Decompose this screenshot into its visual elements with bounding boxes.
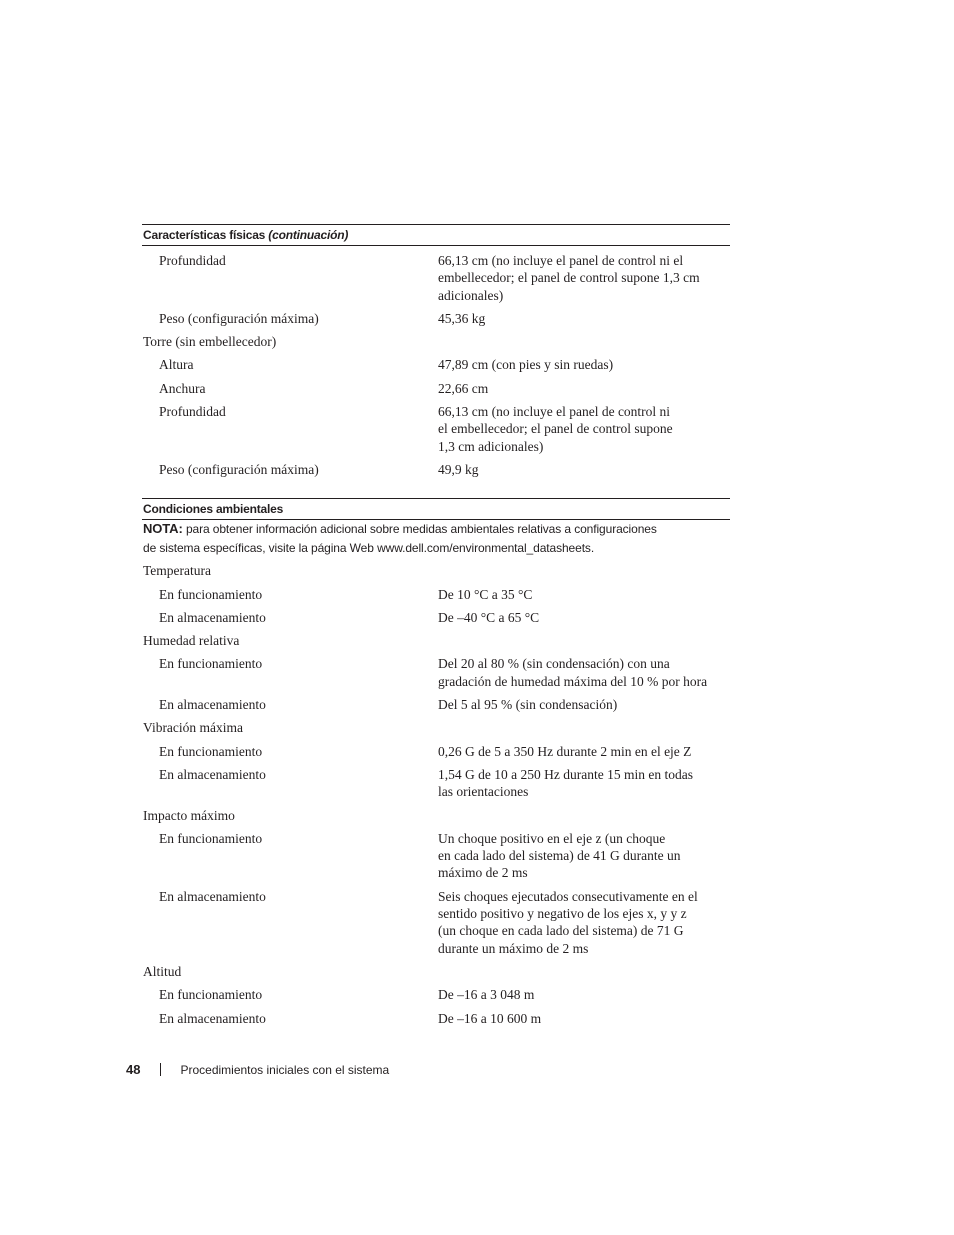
spec-label: Peso (configuración máxima) — [159, 461, 319, 477]
note-text: para obtener información adicional sobre medidas ambientales relativas a configuraciones — [185, 522, 657, 537]
spec-value: 47,89 cm (con pies y sin ruedas) — [438, 357, 614, 373]
note-link[interactable]: www.dell.com/environmental_datasheets — [377, 540, 591, 555]
spec-value: Del 20 al 80 % (sin condensación) con una gradación de humedad máxima del 10 % por hora — [438, 656, 708, 689]
spec-row — [142, 652, 730, 693]
page-number: 48 — [126, 1062, 141, 1077]
spec-label: En almacenamiento — [159, 888, 266, 904]
spec-label: En almacenamiento — [159, 766, 266, 782]
spec-row — [142, 827, 730, 885]
page-footer — [126, 1062, 389, 1077]
spec-row — [142, 400, 730, 458]
group-title-row — [142, 716, 730, 739]
spec-row — [142, 983, 730, 1006]
group-title: Altitud — [143, 963, 182, 979]
spec-row — [142, 693, 730, 716]
chapter-title: Procedimientos iniciales con el sistema — [180, 1062, 390, 1077]
spec-value: De –40 °C a 65 °C — [438, 609, 540, 625]
spec-value: 49,9 kg — [438, 461, 479, 477]
section-header-physical — [142, 224, 730, 246]
group-title: Temperatura — [143, 563, 212, 579]
spec-label: En almacenamiento — [159, 1010, 266, 1026]
spec-value: De –16 a 10 600 m — [438, 1010, 542, 1026]
spec-value: 22,66 cm — [438, 380, 489, 396]
spec-label: Profundidad — [159, 253, 226, 268]
note: NOTA: para obtener información adicional sobre medidas ambientales relativas a configuraciones de sistema específicas, visite la página Web www.dell.com/environmental_datasheets. — [143, 521, 657, 555]
spec-row — [142, 740, 730, 763]
spec-row — [142, 307, 730, 330]
spec-label: En almacenamiento — [159, 609, 266, 625]
spec-label: En funcionamiento — [159, 987, 263, 1003]
spec-value: 45,36 kg — [438, 310, 486, 326]
note-text: de sistema específicas, visite la página Web — [143, 540, 378, 555]
spec-value: Del 5 al 95 % (sin condensación) — [438, 697, 618, 713]
spec-value: 0,26 G de 5 a 350 Hz durante 2 min en el eje Z — [438, 743, 692, 759]
spec-label: En almacenamiento — [159, 697, 266, 713]
group-title-row — [142, 629, 730, 652]
spec-value: 66,13 cm (no incluye el panel de control ni el embellecedor; el panel de control supone 1,3 cm adicionales) — [438, 253, 700, 303]
spec-row — [142, 583, 730, 606]
spec-label: Anchura — [159, 380, 206, 396]
group-title-row — [142, 559, 730, 582]
spec-row — [142, 377, 730, 400]
spec-row — [142, 246, 730, 307]
spec-row — [142, 763, 730, 804]
note-label: NOTA: — [143, 521, 183, 537]
spec-value: De 10 °C a 35 °C — [438, 586, 533, 602]
spec-label: Peso (configuración máxima) — [159, 310, 319, 326]
spec-label: En funcionamiento — [159, 743, 263, 759]
spec-row — [142, 458, 730, 481]
spec-value: De –16 a 3 048 m — [438, 987, 535, 1003]
spec-value: 1,54 G de 10 a 250 Hz durante 15 min en todas las orientaciones — [438, 766, 693, 800]
spec-row — [142, 353, 730, 376]
spec-label: En funcionamiento — [159, 830, 263, 846]
spec-row — [142, 606, 730, 629]
group-title: Impacto máximo — [143, 807, 235, 823]
spec-value: Un choque positivo en el eje z (un choque en cada lado del sistema) de 41 G durante un máximo de 2 ms — [438, 830, 681, 881]
spec-label: En funcionamiento — [159, 656, 263, 672]
spec-value: 66,13 cm (no incluye el panel de control ni el embellecedor; el panel de control supone 1,3 cm adicionales) — [438, 404, 673, 454]
spec-row — [142, 885, 730, 960]
group-title: Torre (sin embellecedor) — [143, 334, 277, 350]
footer-separator — [160, 1063, 161, 1076]
group-title-row — [142, 330, 730, 353]
section-continued: (continuación) — [268, 228, 349, 242]
section-title: Condiciones ambientales — [143, 502, 284, 517]
spec-label: Altura — [159, 357, 194, 373]
group-title: Vibración máxima — [143, 720, 244, 736]
spec-label: Profundidad — [159, 404, 226, 420]
spec-row — [142, 1007, 730, 1030]
spec-table — [142, 224, 730, 1030]
group-title-row — [142, 960, 730, 983]
group-title: Humedad relativa — [143, 633, 240, 649]
spec-value: Seis choques ejecutados consecutivamente en el sentido positivo y negativo de los ejes x, y y z (un choque en cada lado del sistema) de 71 G durante un máximo de 2 ms — [438, 888, 698, 956]
section-header-environmental — [142, 498, 730, 520]
section-title: Características físicas — [143, 228, 266, 242]
spec-label: En funcionamiento — [159, 586, 263, 602]
group-title-row — [142, 804, 730, 827]
